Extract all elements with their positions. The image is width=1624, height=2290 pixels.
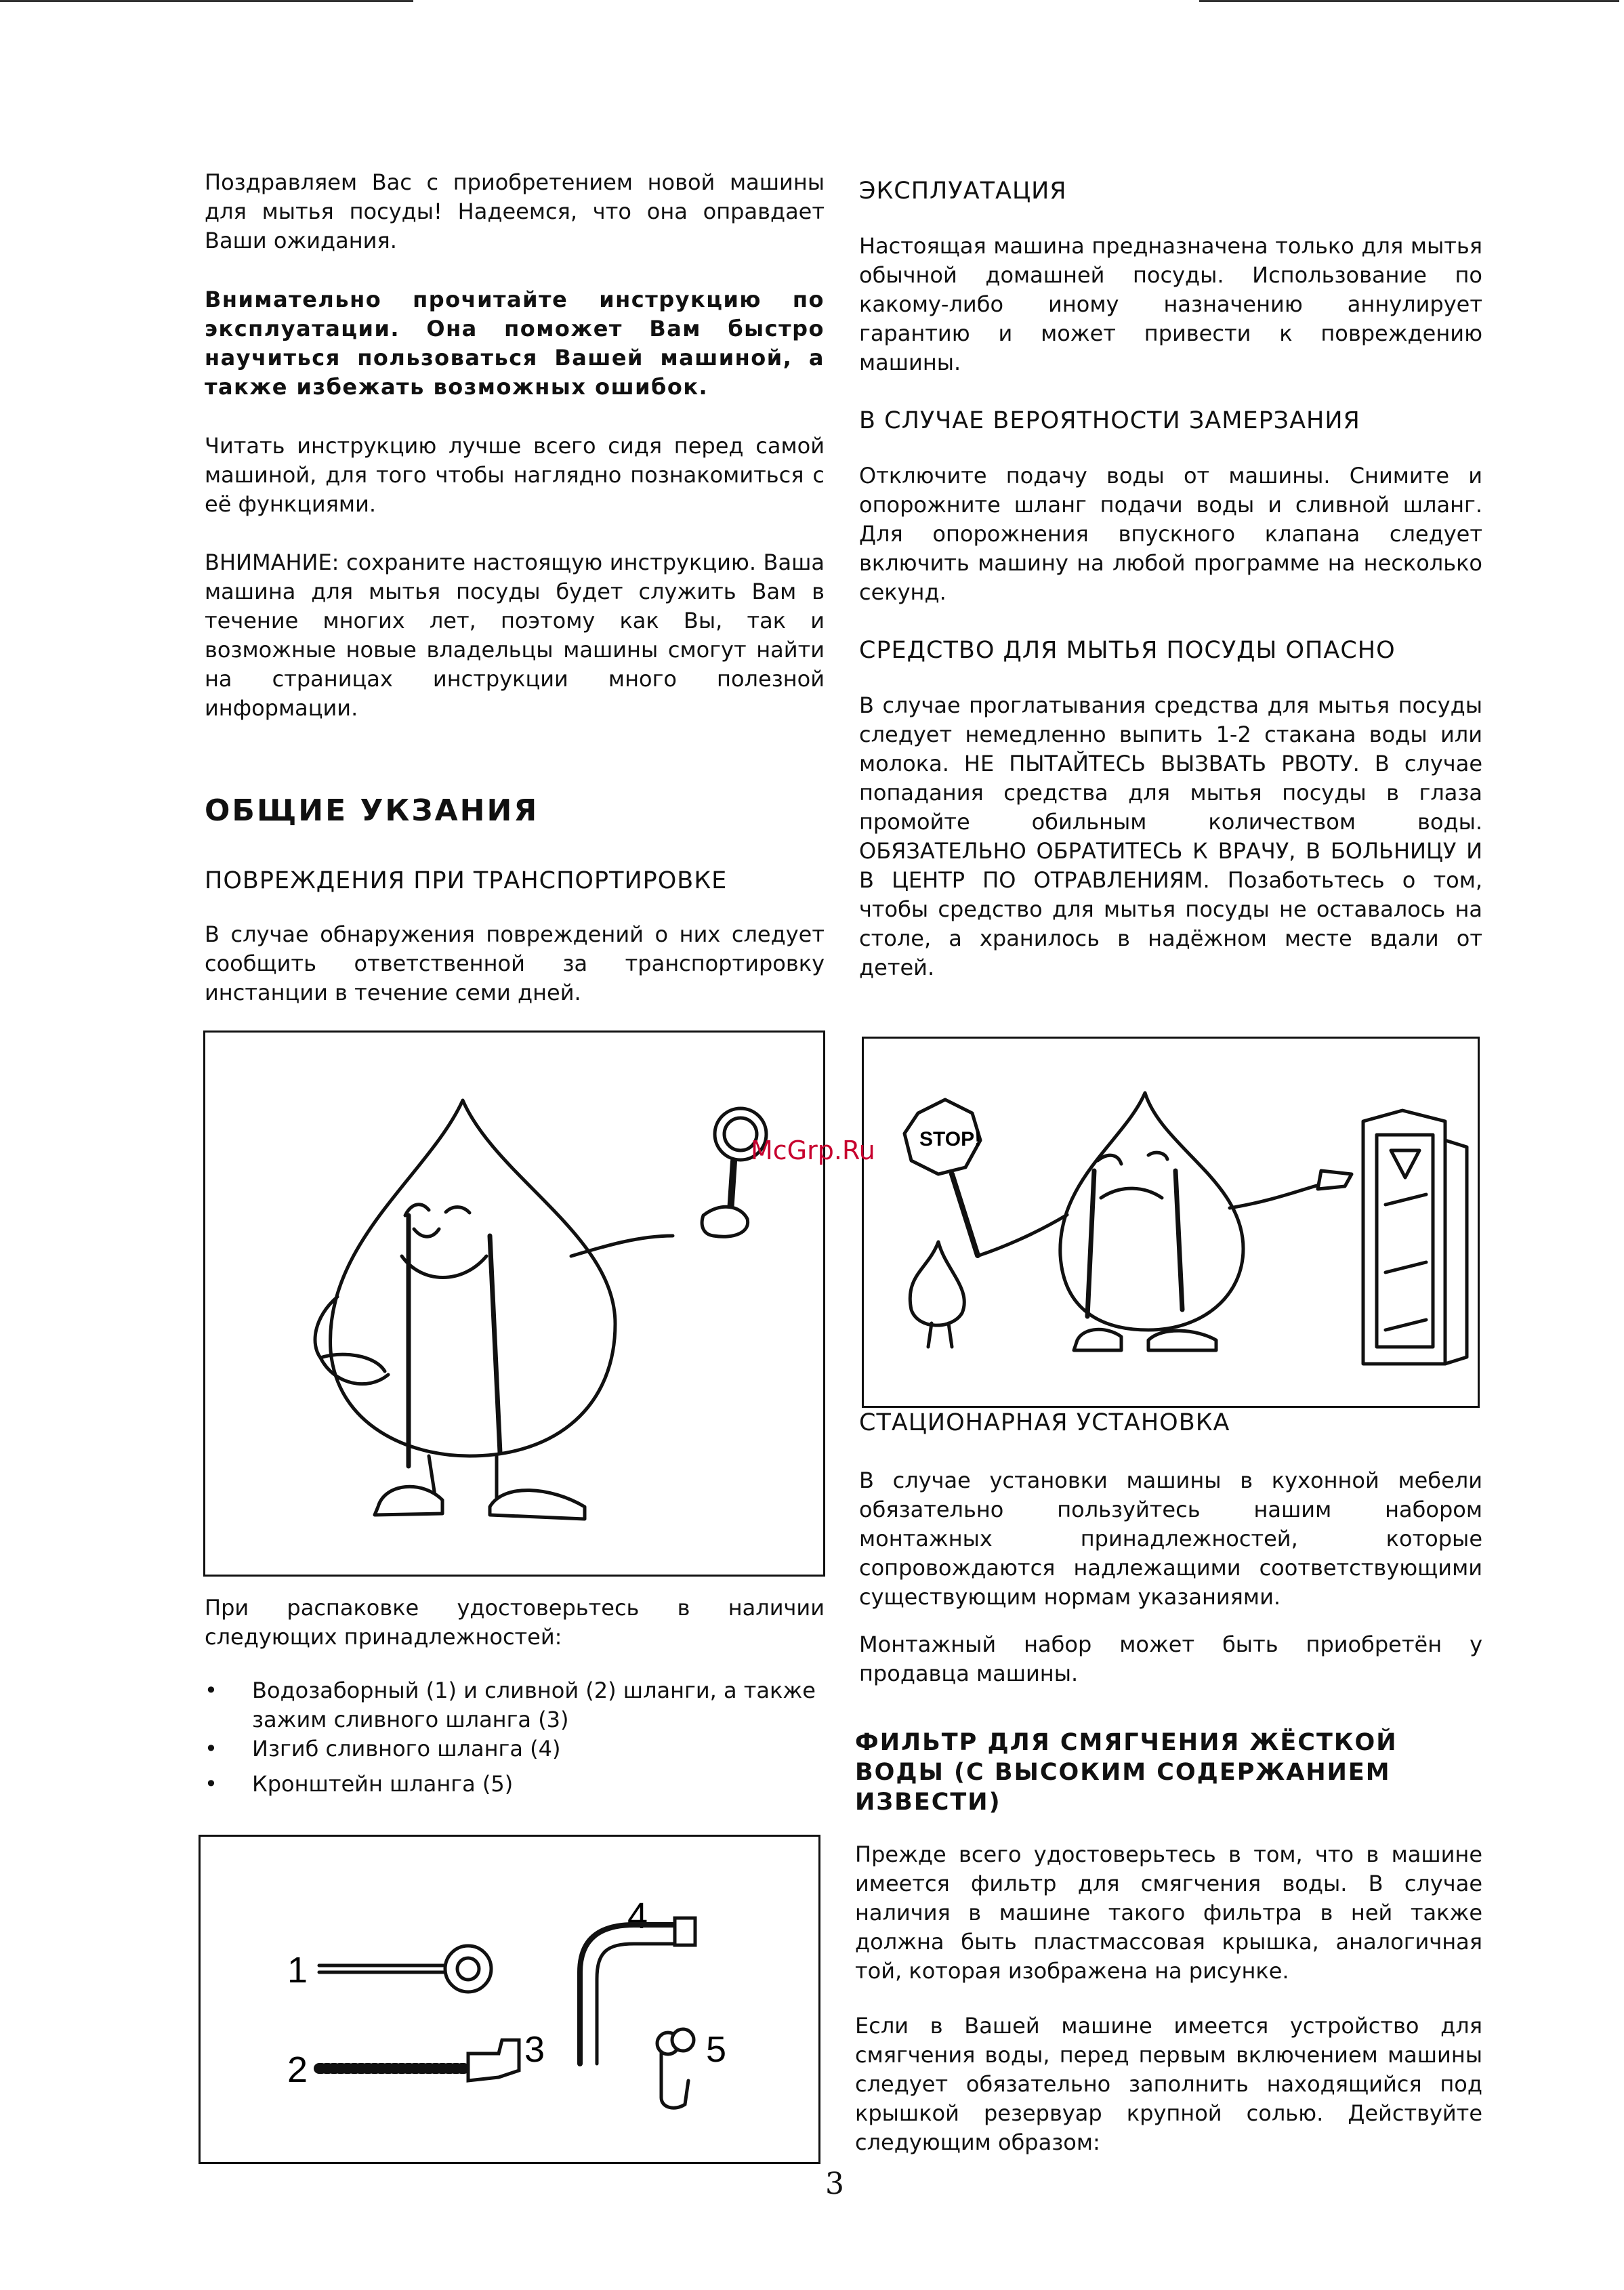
detergent-heading: СРЕДСТВО ДЛЯ МЫТЬЯ ПОСУДЫ ОПАСНО — [859, 637, 1396, 664]
transport-damage-heading: ПОВРЕЖДЕНИЯ ПРИ ТРАНСПОРТИРОВКЕ — [205, 867, 728, 894]
stop-sign-text: STOP! — [919, 1128, 982, 1150]
bullet-mark: • — [205, 1736, 217, 1762]
drop-mascot-drawing — [205, 1033, 823, 1575]
operation-text: Настоящая машина предназначена только для мытья обычной домашней посуды. Использование по какому-либо иному назначению аннулирует гарантию и может привести к повреждению машины. — [859, 233, 1482, 375]
intro-paragraph: Поздравляем Вас с приобретением новой машины для мытья посуды! Надеемся, что она оправдает Ваши ожидания. — [205, 169, 825, 253]
part-label-2: 2 — [287, 2049, 308, 2090]
general-instructions-title: ОБЩИЕ УКЗАНИЯ — [205, 793, 539, 828]
bullet-mark: • — [205, 1678, 217, 1703]
part-label-3: 3 — [524, 2029, 545, 2070]
operation-heading: ЭКСПЛУАТАЦИЯ — [859, 178, 1067, 205]
read-near-machine-paragraph: Читать инструкцию лучше всего сидя перед самой машиной, для того чтобы наглядно познакомиться с её функциями. — [205, 433, 825, 517]
filter-text-1: Прежде всего удостоверьтесь в том, что в машине имеется фильтр для смягчения воды. В случае наличия в машине такого фильтра в ней также должна быть пластмассовая крышка, аналогичная той, которая изображена на рисунке. — [855, 1841, 1482, 1984]
transport-damage-text: В случае обнаружения повреждений о них следует сообщить ответственной за транспортировку инстанции в течение семи дней. — [205, 921, 825, 1005]
page-number: 3 — [825, 2167, 844, 2201]
filter-heading: ФИЛЬТР ДЛЯ СМЯГЧЕНИЯ ЖЁСТКОЙ ВОДЫ (С ВЫСОКИМ СОДЕРЖАНИЕМ ИЗВЕСТИ) — [855, 1729, 1398, 1816]
filter-section — [855, 1728, 1482, 2157]
unpacking-text: При распаковке удостоверьтесь в наличии следующих принадлежностей: — [205, 1595, 825, 1650]
unpacking-section — [205, 1594, 825, 1799]
watermark: McGrp.Ru — [751, 1136, 875, 1165]
list-item — [205, 1770, 825, 1799]
accessories-illustration — [199, 1835, 820, 2164]
stop-scene-drawing — [864, 1039, 1478, 1406]
installation-kit-text: Монтажный набор может быть приобретён у продавца машины. — [859, 1631, 1482, 1686]
attention-paragraph: ВНИМАНИЕ: сохраните настоящую инструкцию. Ваша машина для мытья посуды будет служить Вам в течение многих лет, поэтому как Вы, так и возможные новые владельцы машины смогут найти на страницах инструкции много полезной информации. — [205, 549, 825, 721]
list-item — [205, 1676, 825, 1734]
part-label-1: 1 — [287, 1950, 308, 1991]
accessories-list — [205, 1676, 825, 1799]
accessories-drawing — [201, 1837, 818, 2162]
list-item — [205, 1734, 825, 1764]
detergent-text: В случае проглатывания средства для мытья посуды следует немедленно выпить 1-2 стакана воды или молока. НЕ ПЫТАЙТЕСЬ ВЫЗВАТЬ РВОТУ. В случае попадания средства для мытья посуды в глаза промойте обильным количеством воды. ОБЯЗАТЕЛЬНО ОБРАТИТЕСЬ К ВРАЧУ, В БОЛЬНИЦУ И В ЦЕНТР ПО ОТРАВЛЕНИЯМ. Позаботьтесь о том, чтобы средство для мытья посуды не оставалось на столе, а хранилось в надёжном месте вдали от детей. — [859, 692, 1482, 980]
part-label-5: 5 — [706, 2029, 727, 2070]
left-column — [205, 168, 825, 1007]
installation-text: В случае установки машины в кухонной мебели обязательно пользуйтесь нашим набором монтажных принадлежностей, которые сопровождаются надлежащими соответствующими существующим нормам указаниями. — [859, 1467, 1482, 1610]
stop-sign-illustration — [862, 1037, 1480, 1408]
list-item-text: Изгиб сливного шланга (4) — [252, 1736, 561, 1762]
list-item-text: Кронштейн шланга (5) — [252, 1771, 514, 1797]
top-edge-rule — [0, 0, 413, 2]
right-column — [859, 178, 1482, 982]
filter-text-2: Если в Вашей машине имеется устройство для смягчения воды, перед первым включением машины следует обязательно заполнить находящийся под крышкой резервуар крупной солью. Действуйте следующим образом: — [855, 2013, 1482, 2155]
freezing-heading: В СЛУЧАЕ ВЕРОЯТНОСТИ ЗАМЕРЗАНИЯ — [859, 407, 1360, 434]
part-label-4: 4 — [627, 1896, 648, 1936]
installation-section — [859, 1409, 1482, 1688]
top-edge-rule — [1199, 0, 1619, 2]
bullet-mark: • — [205, 1771, 217, 1797]
read-instructions-note: Внимательно прочитайте инструкцию по эксплуатации. Она поможет Вам быстро научиться пользоваться Вашей машиной, а также избежать возможных ошибок. — [205, 287, 825, 400]
freezing-text: Отключите подачу воды от машины. Снимите и опорожните шланг подачи воды и сливной шланг. Для опорожнения впускного клапана следует включить машину на любой программе на несколько секунд. — [859, 463, 1482, 605]
installation-heading: СТАЦИОНАРНАЯ УСТАНОВКА — [859, 1409, 1230, 1436]
mascot-magnifier-illustration — [203, 1030, 825, 1577]
list-item-text: Водозаборный (1) и сливной (2) шланги, а также зажим сливного шланга (3) — [252, 1678, 816, 1732]
